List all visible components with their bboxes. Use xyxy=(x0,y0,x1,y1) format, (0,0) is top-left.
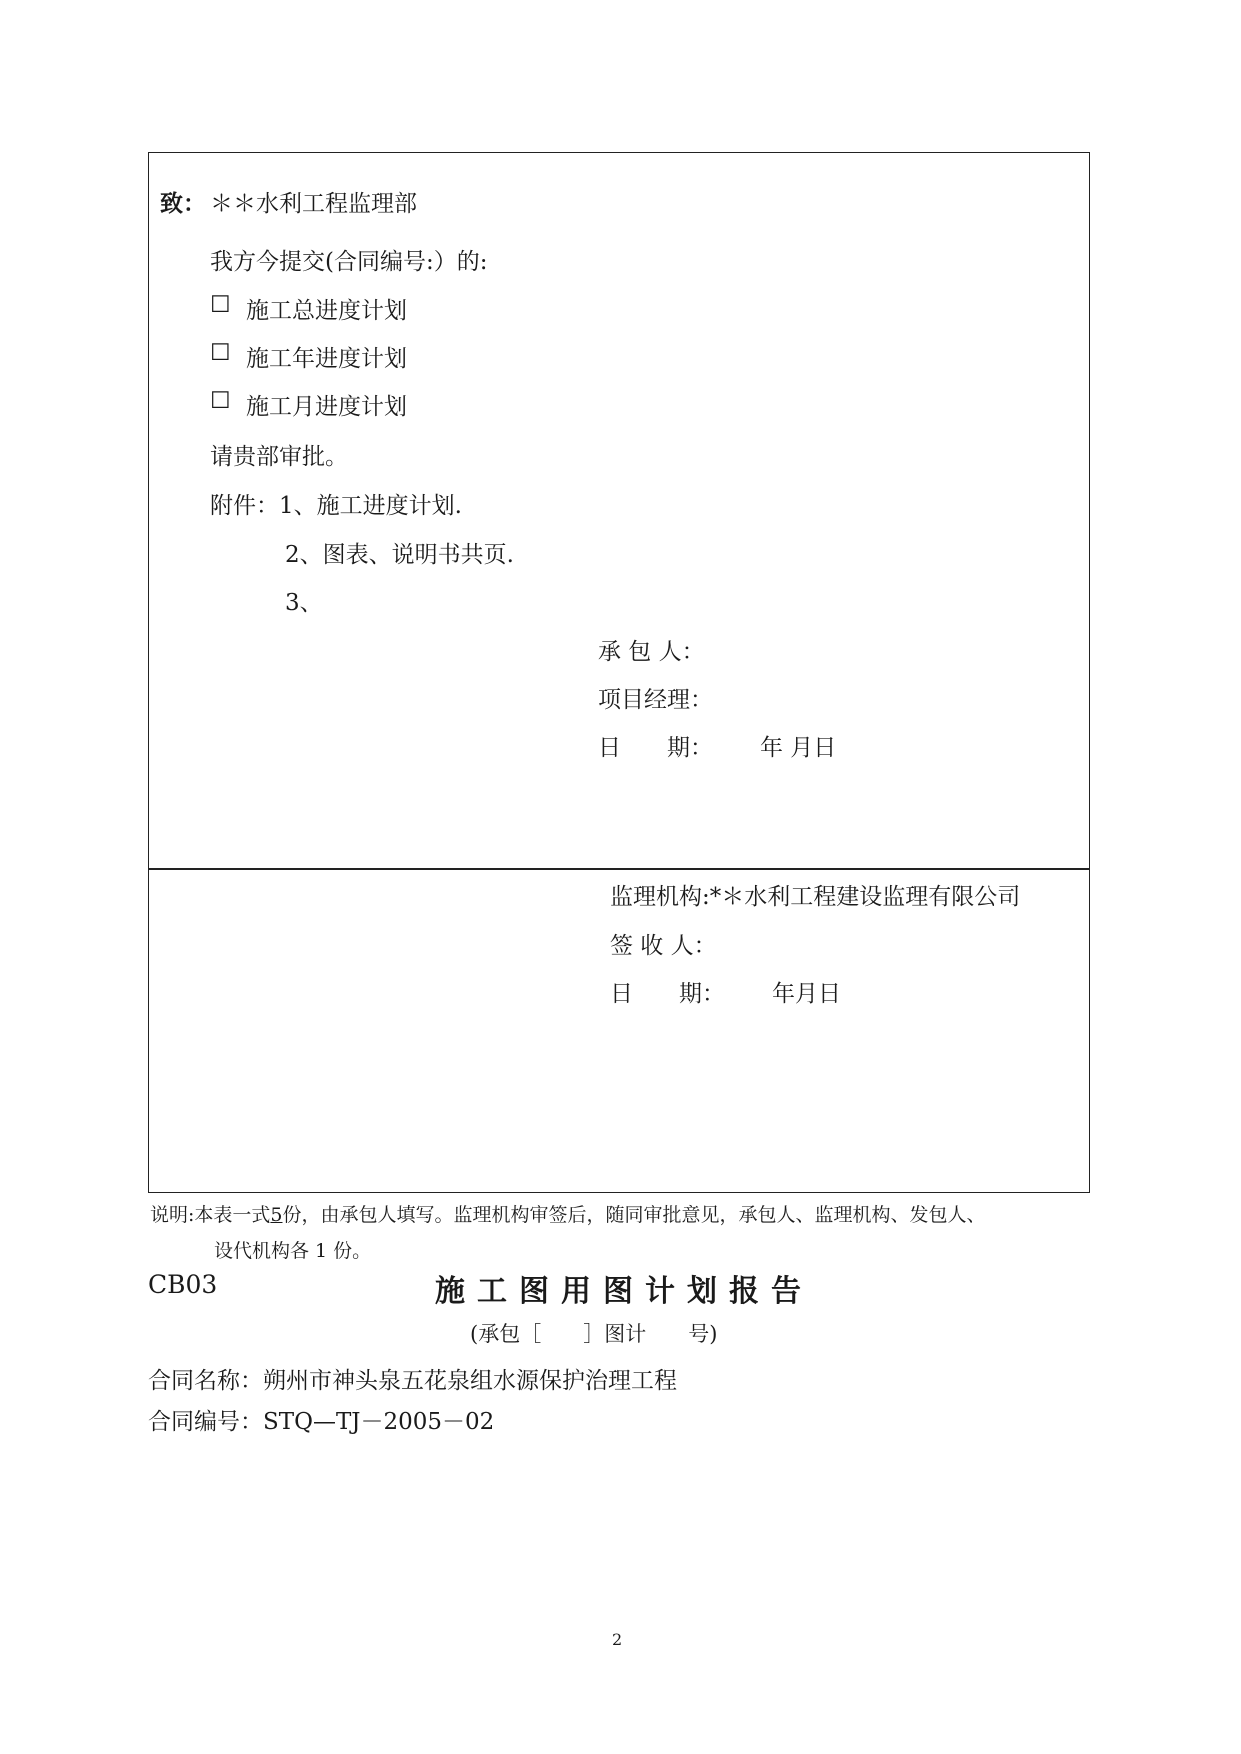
option-annual-schedule: 施工年进度计划 xyxy=(246,346,407,372)
supervision-date-label: 日 期： xyxy=(610,981,725,1007)
checkbox-monthly-schedule[interactable]: ☐ xyxy=(210,388,231,414)
note-rest: 份，由承包人填写。监理机构审签后，随同审批意见，承包人、监理机构、发包人、 xyxy=(282,1204,986,1226)
form-code: CB03 xyxy=(148,1270,218,1299)
option-monthly-schedule: 施工月进度计划 xyxy=(246,394,407,420)
contract-number: 合同编号：STQ—TJ－2005－02 xyxy=(148,1409,495,1435)
receiver-label: 签 收 人： xyxy=(610,933,717,959)
page-title: 施工图用图计划报告 xyxy=(435,1274,813,1309)
form-section-divider xyxy=(148,868,1090,870)
contractor-label: 承 包 人： xyxy=(598,639,705,665)
intro-text: 我方今提交(合同编号:）的: xyxy=(210,249,488,275)
contractor-date-value: 年 月日 xyxy=(760,735,837,761)
to-label: 致： xyxy=(160,190,206,217)
form-subtitle: (承包［ ］图计 号) xyxy=(470,1322,718,1346)
note-prefix: 说明:本表一式 xyxy=(150,1204,271,1226)
checkbox-annual-schedule[interactable]: ☐ xyxy=(210,340,231,366)
supervision-org: 监理机构:*＊水利工程建设监理有限公司 xyxy=(610,884,1021,910)
contract-name: 合同名称：朔州市神头泉五花泉组水源保护治理工程 xyxy=(148,1368,677,1394)
note-copies: 5 xyxy=(270,1204,283,1226)
contractor-date-label: 日 期： xyxy=(598,735,713,761)
form-note-line2: 设代机构各 1 份。 xyxy=(214,1240,372,1262)
attachment-1: 附件：1、施工进度计划. xyxy=(210,493,462,519)
request-text: 请贵部审批。 xyxy=(210,444,348,470)
attachment-2: 2、图表、说明书共页. xyxy=(285,542,514,568)
project-manager-label: 项目经理： xyxy=(598,687,713,713)
page-number: 2 xyxy=(612,1630,623,1649)
checkbox-total-schedule[interactable]: ☐ xyxy=(210,292,231,318)
supervision-date-value: 年月日 xyxy=(772,981,841,1007)
option-total-schedule: 施工总进度计划 xyxy=(246,298,407,324)
to-recipient: ＊＊水利工程监理部 xyxy=(210,191,417,217)
attachment-3: 3、 xyxy=(285,590,323,616)
form-note-line1 xyxy=(150,1200,986,1227)
